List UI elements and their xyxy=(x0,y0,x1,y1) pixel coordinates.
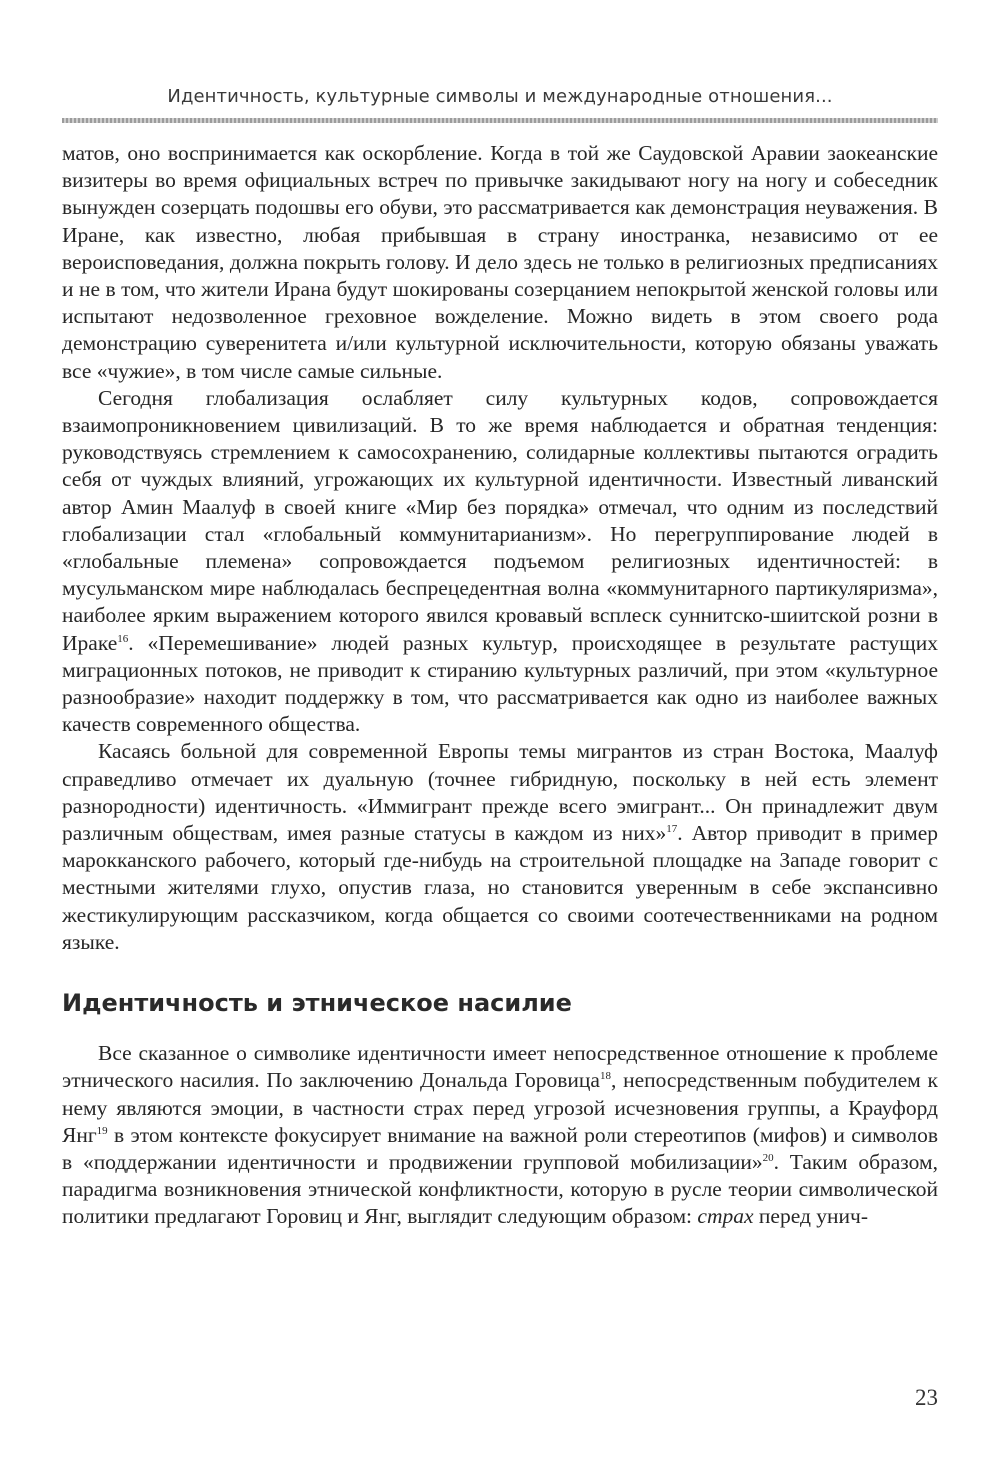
paragraph: Сегодня глобализация ослабляет силу культурных кодов, сопровождается взаимопроникновением цивилизаций. В то же время наблюдается и обратная тенденция: руководствуясь стремлением к самосохранению, солидарные коллективы пытаются оградить себя от чуждых влияний, угрожающих их культурной идентичности. Известный ливанский автор Амин Маалуф в своей книге «Мир без порядка» отмечал, что одним из последствий глобализации стал «глобальный коммунитарианизм». Но перегруппирование людей в «глобальные племена» сопровождается подъемом религиозных идентичностей: в мусульманском мире наблюдалась беспрецедентная волна «коммунитарного партикуляризма», наиболее ярким выражением которого явился кровавый всплеск суннитско-шиитской розни в Ираке$^{16}$. «Перемешивание» людей разных культур, происходящее в результате растущих миграционных потоков, не приводит к стиранию культурных различий, при этом «культурное разнообразие» находит поддержку в том, что рассматривается как одно из наиболее важных качеств современного общества. xyxy=(62,385,938,737)
footnote-ref: 19 xyxy=(96,1124,108,1137)
section-heading: Идентичность и этническое насилие xyxy=(62,989,572,1018)
paragraph: матов, оно воспринимается как оскорбление. Когда в той же Саудовской Аравии заокеанские визитеры во время официальных встреч по привычке закидывают ногу на ногу и собеседник вынужден созерцать подошвы его обуви, это рассматривается как демонстрация неуважения. В Иране, как известно, любая прибывшая в страну иностранка, независимо от ее вероисповедания, должна покрыть голову. И дело здесь не только в религиозных предписаниях и не в том, что жители Ирана будут шокированы созерцанием непокрытой женской головы или испытают недозволенное греховное вожделение. Можно видеть в этом своего рода демонстрацию суверенитета и/или культурной исключительности, которую обязаны уважать все «чужие», в том числе самые сильные. xyxy=(62,141,938,383)
emphasis: страх xyxy=(697,1204,754,1229)
paragraph: Касаясь больной для современной Европы темы мигрантов из стран Востока, Маалуф справедливо отмечает их дуальную (точнее гибридную, поскольку в ней есть элемент разнородности) идентичность. «Иммигрант прежде всего эмигрант... Он принадлежит двум различным обществам, имея разные статусы в каждом из них»$^{17}$. Автор приводит в пример марокканского рабочего, который где-нибудь на строительной площадке на Западе говорит с местными жителями глухо, опустив глаза, но становится уверенным в себе экспансивно жестикулирующим рассказчиком, когда общается со своими соотечественниками на родном языке. xyxy=(62,739,938,954)
header-rule xyxy=(62,118,938,123)
footnote-ref: 17 xyxy=(666,822,678,835)
running-header: Идентичность, культурные символы и международные отношения... xyxy=(167,86,833,107)
footnote-ref: 16 xyxy=(117,632,129,645)
paragraph: Все сказанное о символике идентичности имеет непосредственное отношение к проблеме этнического насилия. По заключению Дональда Горовица$^{18}$, непосредственным побудителем к нему являются эмоции, в частности страх перед угрозой исчезновения группы, а Крауфорд Янг$^{19}$ в этом контексте фокусирует внимание на важной роли стереотипов (мифов) и символов в «поддержании идентичности и продвижении групповой мобилизации»$^{20}$. Таким образом, парадигма возникновения этнической конфликтности, которую в русле теории символической политики предлагают Горовиц и Янг, выглядит следующим образом: страх перед унич- xyxy=(62,1041,938,1229)
footnote-ref: 18 xyxy=(599,1070,611,1083)
page-number: 23 xyxy=(915,1385,938,1410)
footnote-ref: 20 xyxy=(762,1151,774,1164)
body-text xyxy=(62,140,938,1231)
